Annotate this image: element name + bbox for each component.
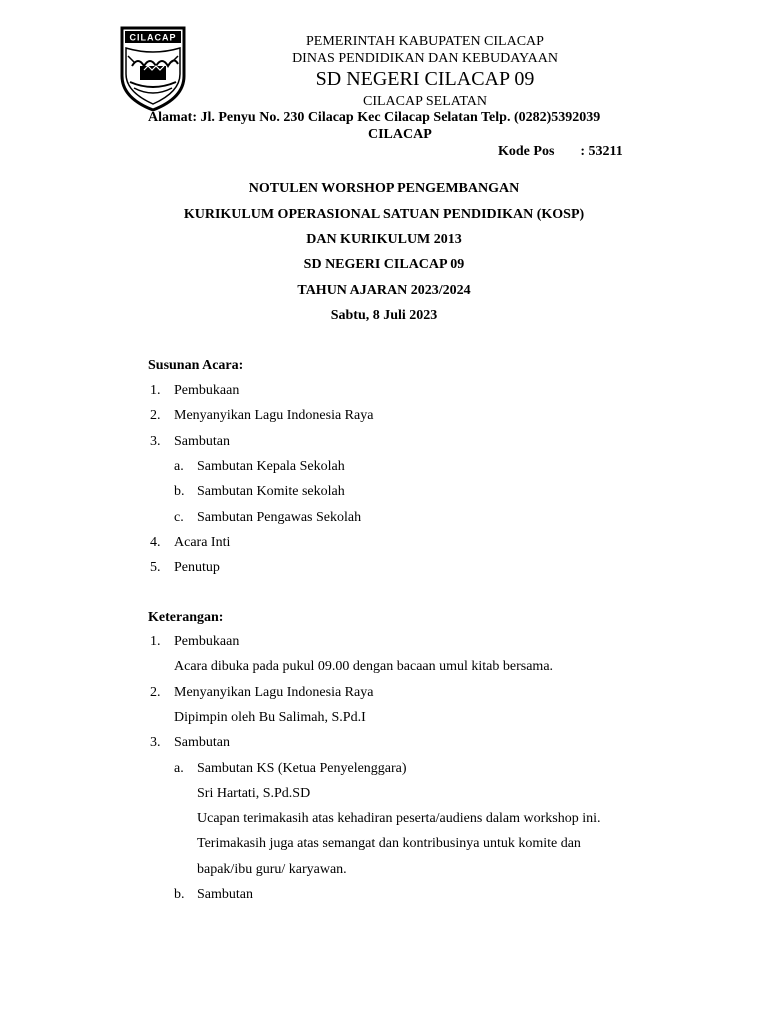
department-line: DINAS PENDIDIKAN DAN KEBUDAYAAN — [292, 51, 558, 66]
list-item-text: Sambutan — [174, 735, 230, 751]
list-item-number: a. — [174, 458, 184, 474]
list-item-number: 2. — [150, 684, 161, 700]
postal-code-label: Kode Pos — [498, 144, 555, 159]
susunan-acara-heading: Susunan Acara: — [148, 358, 244, 373]
list-item-text: Acara Inti — [174, 534, 231, 550]
district-line: CILACAP SELATAN — [363, 94, 487, 109]
keterangan-heading: Keterangan: — [148, 610, 224, 625]
address-line: Alamat: Jl. Penyu No. 230 Cilacap Kec Cilacap Selatan Telp. (0282)5392039 — [148, 110, 601, 125]
list-item-number: 3. — [150, 433, 161, 449]
list-item-text: Sambutan — [174, 433, 230, 449]
list-item-text: Pembukaan — [174, 383, 240, 398]
list-item-text: Sambutan Kepala Sekolah — [197, 458, 345, 474]
list-item-number: 3. — [150, 735, 161, 751]
list-item-number: c. — [174, 509, 184, 525]
list-item-text: Menyanyikan Lagu Indonesia Raya — [174, 408, 374, 424]
list-item-text: Ucapan terimakasih atas kehadiran peserta/audiens dalam workshop ini. — [197, 811, 601, 827]
list-item-number: 4. — [150, 534, 161, 550]
postal-code — [498, 144, 623, 160]
city-line: CILACAP — [368, 127, 432, 142]
list-item-text: bapak/ibu guru/ karyawan. — [197, 861, 347, 877]
list-item-number: 2. — [150, 408, 161, 424]
title-line-5: TAHUN AJARAN 2023/2024 — [297, 283, 471, 298]
list-item-text: Sambutan Pengawas Sekolah — [197, 509, 362, 525]
title-line-1: NOTULEN WORSHOP PENGEMBANGAN — [248, 181, 520, 196]
list-item-number: 1. — [150, 383, 161, 398]
list-item-text: Menyanyikan Lagu Indonesia Raya — [174, 684, 374, 700]
list-item-number: 5. — [150, 560, 161, 576]
list-item-number: a. — [174, 760, 184, 776]
list-item-text: Penutup — [174, 560, 220, 576]
list-item-text: Pembukaan — [174, 634, 240, 649]
list-item-number: b. — [174, 484, 185, 500]
list-item-text: Acara dibuka pada pukul 09.00 dengan bacaan umul kitab bersama. — [174, 659, 554, 675]
list-item-text: Sambutan — [197, 887, 253, 902]
logo-lettering: CILACAP — [129, 32, 177, 43]
list-item-number: b. — [174, 887, 185, 902]
school-name: SD NEGERI CILACAP 09 — [315, 68, 535, 90]
list-item-number: 1. — [150, 634, 161, 649]
title-line-2: KURIKULUM OPERASIONAL SATUAN PENDIDIKAN (KOSP) — [183, 207, 585, 222]
title-date: Sabtu, 8 Juli 2023 — [330, 308, 438, 323]
list-item-text: Terimakasih juga atas semangat dan kontribusinya untuk komite dan — [197, 836, 581, 852]
list-item-text: Sri Hartati, S.Pd.SD — [197, 785, 311, 801]
title-line-4: SD NEGERI CILACAP 09 — [303, 257, 465, 272]
government-line: PEMERINTAH KABUPATEN CILACAP — [306, 34, 544, 49]
postal-code-value: : 53211 — [580, 144, 623, 159]
list-item-text: Sambutan Komite sekolah — [197, 484, 345, 500]
list-item-text: Dipimpin oleh Bu Salimah, S.Pd.I — [174, 709, 366, 725]
list-item-text: Sambutan KS (Ketua Penyelenggara) — [197, 760, 407, 776]
title-line-3: DAN KURIKULUM 2013 — [306, 232, 462, 247]
